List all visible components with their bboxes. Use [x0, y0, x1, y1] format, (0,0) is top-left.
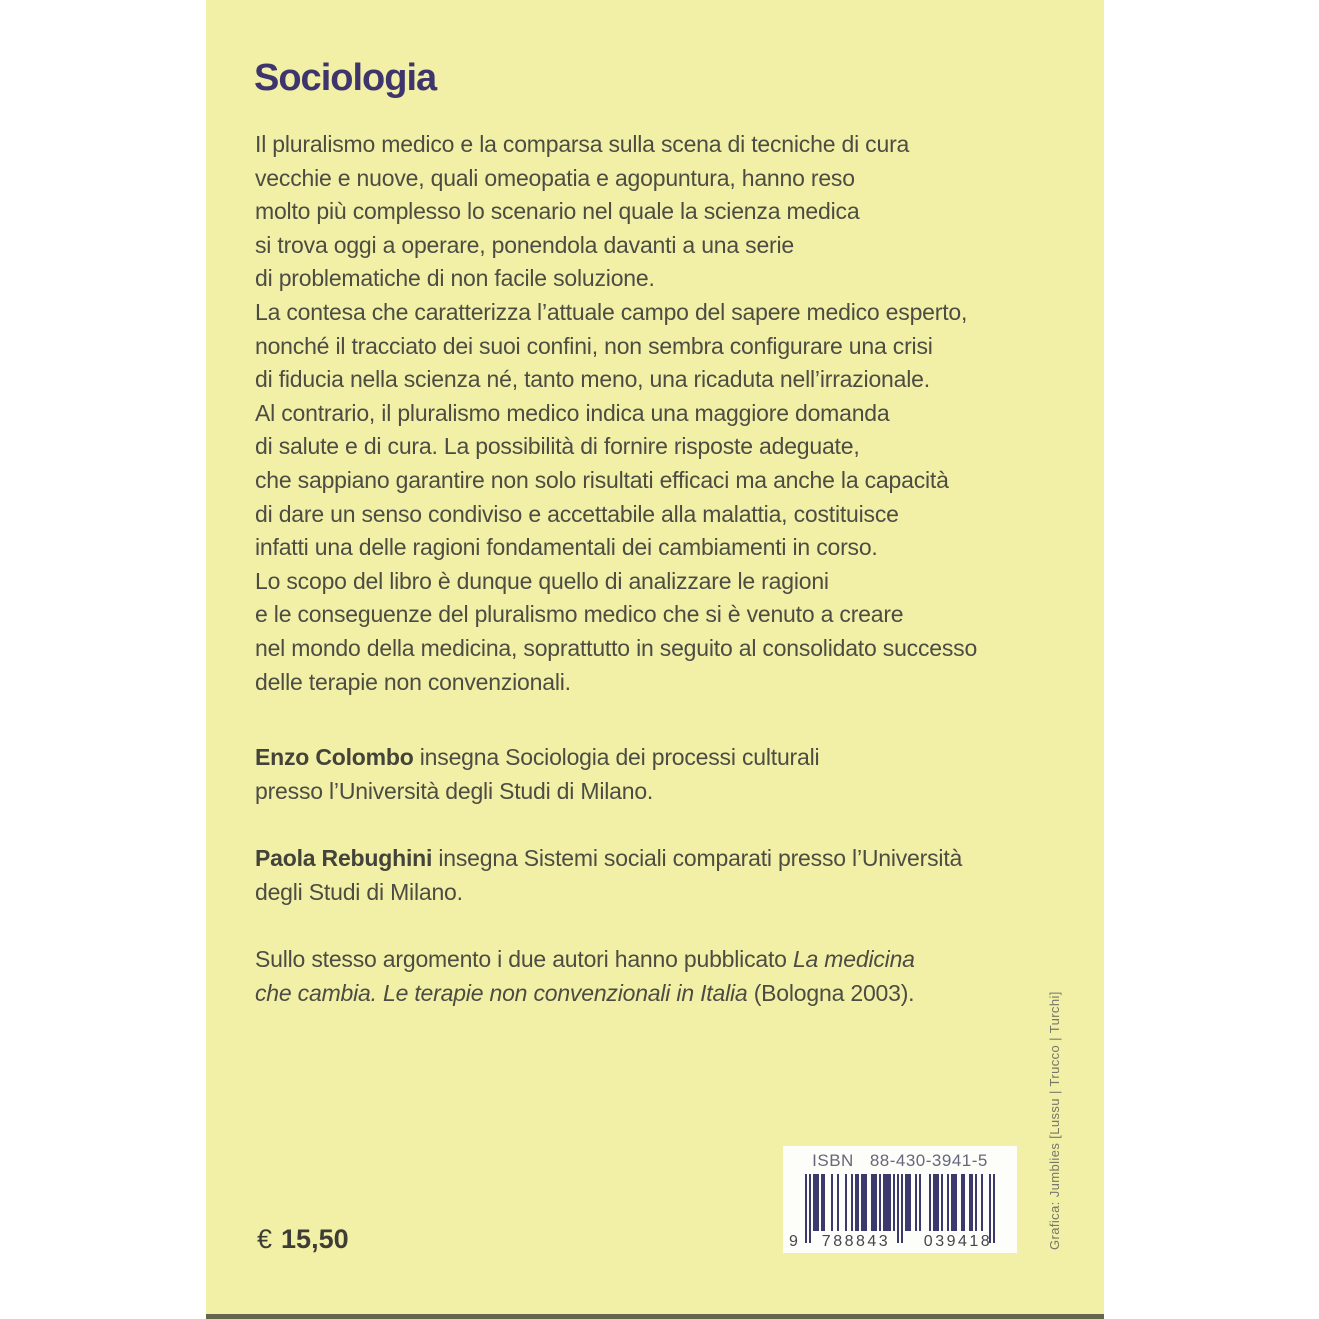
design-credit: Grafica: Jumblies [Lussu | Trucco | Turchi] — [1047, 991, 1062, 1250]
blurb-line: si trova oggi a operare, ponendola davanti a una serie — [255, 231, 795, 258]
blurb-line: Lo scopo del libro è dunque quello di analizzare le ragioni — [255, 567, 829, 594]
blurb-line: Al contrario, il pluralismo medico indica una maggiore domanda — [255, 399, 890, 426]
author-1-name: Enzo Colombo — [255, 744, 414, 770]
blurb-line: di fiducia nella scienza né, tanto meno, una ricaduta nell’irrazionale. — [255, 366, 930, 393]
isbn-number: 88-430-3941-5 — [869, 1151, 988, 1170]
blurb-line: Il pluralismo medico e la comparsa sulla scena di tecniche di cura — [255, 131, 910, 157]
blurb-line: di problematiche di non facile soluzione. — [255, 265, 655, 292]
publication-note — [255, 943, 915, 1010]
book-cover — [206, 0, 1104, 1319]
isbn-row — [783, 1151, 1017, 1171]
price-amount: 15,50 — [281, 1224, 349, 1254]
blurb-line: La contesa che caratterizza l’attuale campo del sapere medico esperto, — [255, 298, 968, 325]
blurb-line: delle terapie non convenzionali. — [255, 668, 571, 695]
blurb-paragraph — [255, 128, 977, 699]
blurb-line: che sappiano garantire non solo risultati efficaci ma anche la capacità — [255, 466, 949, 493]
barcode-digit-group: 039418 — [923, 1233, 993, 1250]
blurb-line: e le conseguenze del pluralismo medico che si è venuto a creare — [255, 601, 904, 628]
blurb-line: di dare un senso condiviso e accettabile alla malattia, costituisce — [255, 500, 899, 527]
author-bio-2-line-1 — [255, 842, 962, 876]
author-bio-2 — [255, 842, 962, 909]
author-bio-1 — [255, 741, 819, 808]
isbn-label: ISBN — [812, 1151, 854, 1170]
series-title: Sociologia — [254, 57, 437, 100]
barcode-digit-group: 9 — [789, 1233, 798, 1250]
cover-bottom-edge — [206, 1314, 1104, 1319]
blurb-line: vecchie e nuove, quali omeopatia e agopuntura, hanno reso — [255, 164, 855, 191]
author-2-role: insegna Sistemi sociali comparati presso l’Università — [432, 845, 963, 871]
blurb-line: molto più complesso lo scenario nel quale la scienza medica — [255, 198, 860, 225]
author-1-role: insegna Sociologia dei processi culturali — [413, 744, 820, 770]
publication-title-part-2: che cambia. Le terapie non convenzionali in Italia — [255, 979, 748, 1006]
barcode-digit-group: 788843 — [821, 1233, 891, 1250]
blurb-line: nonché il tracciato dei suoi confini, non sembra configurare una crisi — [255, 332, 933, 359]
publication-title-part-1: La medicina — [792, 946, 915, 972]
barcode-digits — [789, 1233, 1009, 1251]
author-2-name: Paola Rebughini — [255, 845, 433, 871]
publication-note-year: (Bologna 2003). — [747, 979, 915, 1006]
publication-note-line-2 — [255, 977, 915, 1011]
publication-note-text: Sullo stesso argomento i due autori hanno pubblicato — [255, 946, 793, 972]
price — [257, 1224, 349, 1255]
blurb-line: nel mondo della medicina, soprattutto in seguito al consolidato successo — [255, 634, 978, 661]
publication-note-line-1 — [255, 943, 915, 977]
euro-sign-icon: € — [257, 1224, 273, 1254]
blurb-line: infatti una delle ragioni fondamentali dei cambiamenti in corso. — [255, 534, 878, 561]
barcode-panel — [783, 1146, 1017, 1253]
blurb-line: di salute e di cura. La possibilità di fornire risposte adeguate, — [255, 433, 860, 460]
author-bio-2-line-2: degli Studi di Milano. — [255, 878, 463, 905]
author-bio-1-line-1 — [255, 741, 819, 775]
author-bio-1-line-2: presso l’Università degli Studi di Milano. — [255, 777, 654, 804]
